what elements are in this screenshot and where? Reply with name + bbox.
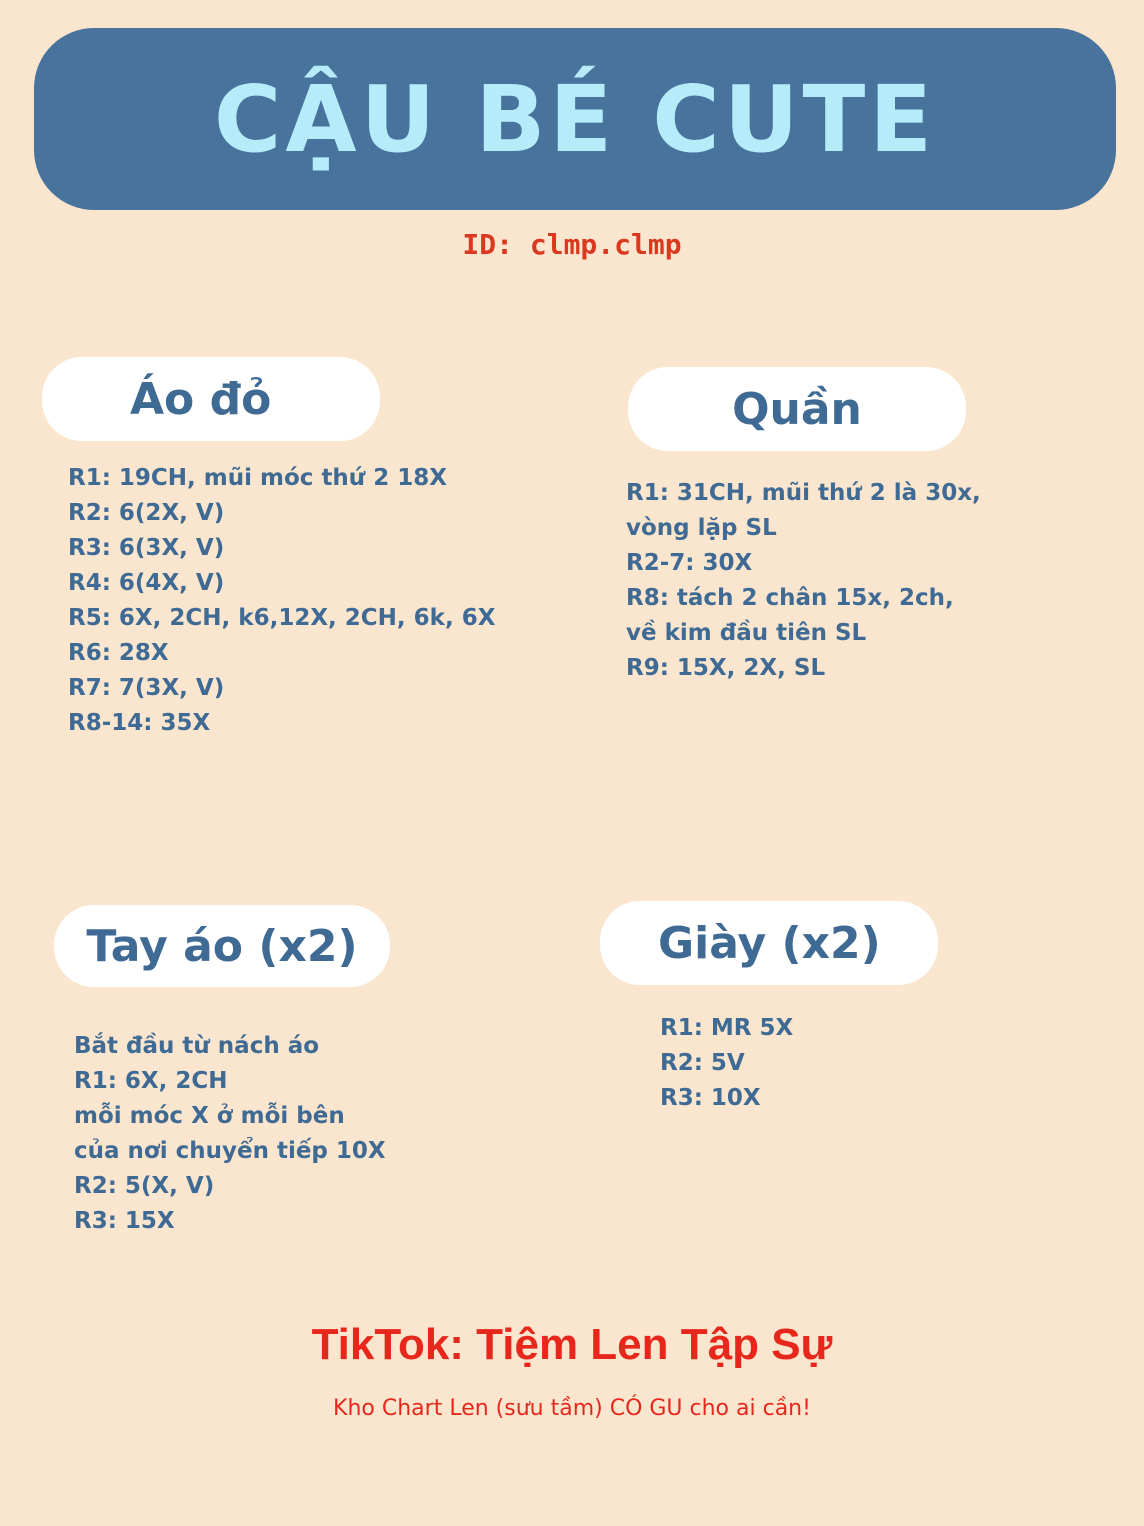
instruction-line: R2: 6(2X, V): [68, 500, 225, 526]
instruction-line: R4: 6(4X, V): [68, 570, 225, 596]
instruction-line: mỗi móc X ở mỗi bên: [74, 1103, 345, 1129]
heading-quan: [628, 367, 966, 451]
title-banner: [34, 28, 1116, 210]
page-title: CẬU BÉ CUTE: [213, 65, 937, 173]
instruction-line: về kim đầu tiên SL: [626, 620, 867, 646]
ao-do-instructions: [68, 461, 495, 741]
instruction-line: R1: MR 5X: [660, 1015, 794, 1041]
heading-tay-ao: [54, 905, 390, 987]
instruction-line: R2: 5V: [660, 1050, 745, 1076]
instruction-line: R3: 10X: [660, 1085, 761, 1111]
instruction-line: R1: 19CH, mũi móc thứ 2 18X: [68, 465, 447, 491]
heading-quan-label: Quần: [732, 383, 862, 435]
heading-ao-do: [42, 357, 380, 441]
instruction-line: R1: 6X, 2CH: [74, 1068, 228, 1094]
author-id: ID: clmp.clmp: [462, 228, 682, 261]
credit-tagline: Kho Chart Len (sưu tầm) CÓ GU cho ai cần!: [333, 1396, 811, 1421]
heading-giay-label: Giày (x2): [658, 917, 881, 969]
instruction-line: Bắt đầu từ nách áo: [74, 1033, 320, 1059]
instruction-line: R1: 31CH, mũi thứ 2 là 30x,: [626, 480, 981, 506]
instruction-line: R6: 28X: [68, 640, 169, 666]
instruction-line: R5: 6X, 2CH, k6,12X, 2CH, 6k, 6X: [68, 605, 496, 631]
instruction-line: của nơi chuyển tiếp 10X: [74, 1138, 386, 1164]
instruction-line: R3: 15X: [74, 1208, 175, 1234]
instruction-line: R8-14: 35X: [68, 710, 211, 736]
instruction-line: R8: tách 2 chân 15x, 2ch,: [626, 585, 954, 611]
heading-tay-ao-label: Tay áo (x2): [86, 920, 358, 972]
tiktok-credit: TikTok: Tiệm Len Tập Sự: [311, 1320, 833, 1369]
instruction-line: R2: 5(X, V): [74, 1173, 215, 1199]
instruction-line: R9: 15X, 2X, SL: [626, 655, 826, 681]
instruction-line: R3: 6(3X, V): [68, 535, 225, 561]
quan-instructions: [626, 476, 981, 686]
instruction-line: R7: 7(3X, V): [68, 675, 225, 701]
heading-ao-do-label: Áo đỏ: [130, 373, 272, 425]
tay-ao-instructions: [74, 1029, 386, 1239]
instruction-line: vòng lặp SL: [626, 515, 777, 541]
giay-instructions: [660, 1011, 793, 1116]
instruction-line: R2-7: 30X: [626, 550, 753, 576]
heading-giay: [600, 901, 938, 985]
